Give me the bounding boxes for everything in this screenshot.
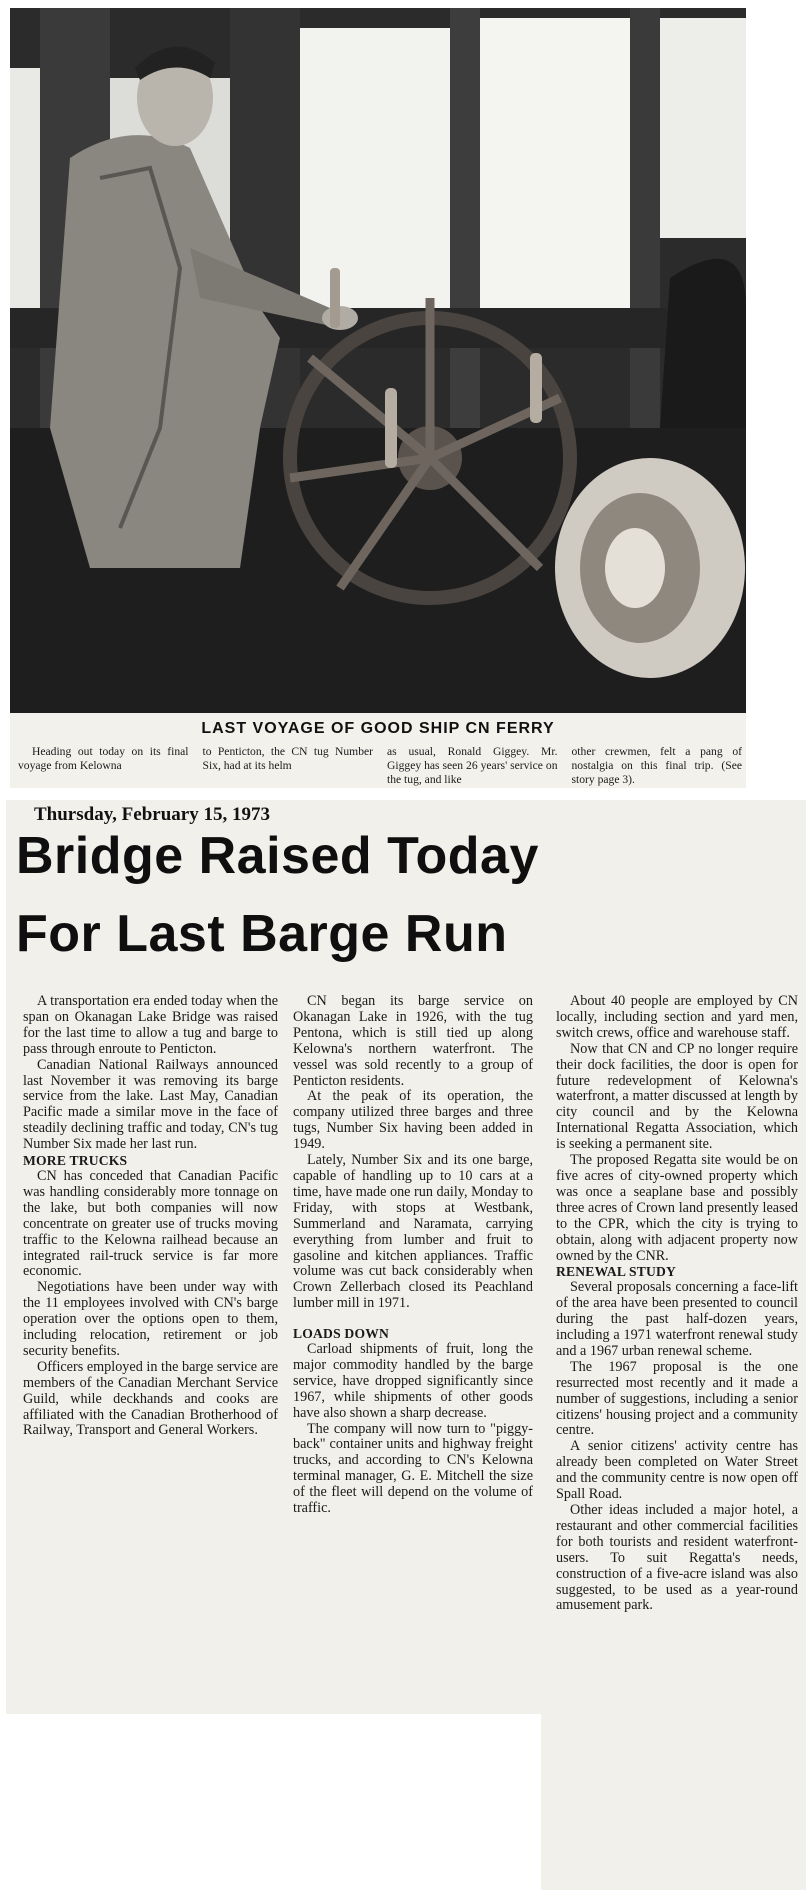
article-column-1 xyxy=(23,994,278,1439)
paragraph: Other ideas included a major hotel, a restaurant and other commercial facilities for both tourists and resident waterfront-users. To suit Regatta's needs, construction of a five-acre island was also suggested, to be used as a year-round amusement park. xyxy=(556,1502,798,1614)
paragraph: The 1967 proposal is the one resurrected most recently and it made a number of suggestions, including a senior citizens' housing project and a community centre. xyxy=(556,1358,798,1439)
paragraph: Canadian National Railways announced last November it was removing its barge service from the lake. Last May, Canadian Pacific made a similar move in the face of steadily declining traffic and today, CN's tug Number Six made her last run. xyxy=(23,1056,278,1153)
photo-caption-title: LAST VOYAGE OF GOOD SHIP CN FERRY xyxy=(201,720,555,737)
caption-column-3: as usual, Ronald Giggey. Mr. Giggey has seen 26 years' service on the tug, and like xyxy=(387,745,558,786)
caption-column-4: other crewmen, felt a pang of nostalgia on this final trip. (See story page 3). xyxy=(571,745,742,786)
paragraph: Carload shipments of fruit, long the major commodity handled by the barge service, have dropped significantly since 1967, while shipments of other goods have also shown a sharp decrease. xyxy=(293,1341,533,1421)
paragraph: A transportation era ended today when the span on Okanagan Lake Bridge was raised for the last time to allow a tug and barge to pass through enroute to Penticton. xyxy=(23,993,278,1057)
article-column-2 xyxy=(293,994,533,1517)
caption-column-2: to Penticton, the CN tug Number Six, had at its helm xyxy=(202,745,373,772)
paragraph: The proposed Regatta site would be on five acres of city-owned property which was once a seaplane base and possibly three acres of Crown land presently leased to the CPR, which the city is trying to obtain, along with adjacent property now owned by the CNR. xyxy=(556,1152,798,1264)
photo-clipping xyxy=(10,8,746,788)
paragraph: About 40 people are employed by CN locally, including section and yard men, switch crews, office and warehouse staff. xyxy=(556,993,798,1041)
article-clipping xyxy=(6,800,806,1890)
photo-illustration xyxy=(10,8,746,713)
article-column-3 xyxy=(556,994,798,1614)
paragraph: Now that CN and CP no longer require their dock facilities, the door is open for future redevelopment of Kelowna's waterfront, a matter discussed at length by city council and by the Kelowna International Regatta Association, which is seeking a permanent site. xyxy=(556,1040,798,1153)
photo-caption-text xyxy=(18,745,742,787)
clipping-paper-extension xyxy=(541,1714,806,1890)
paragraph: At the peak of its operation, the company utilized three barges and three tugs, Number Six having been added in 1949. xyxy=(293,1088,533,1153)
paragraph: CN has conceded that Canadian Pacific was handling considerably more tonnage on the lake, but both companies will now concentrate on greater use of trucks moving traffic to the Kelowna railhead because an integrated rail-truck service is far more economic. xyxy=(23,1167,278,1280)
caption-column-1: Heading out today on its final voyage from Kelowna xyxy=(18,745,189,772)
paragraph: Officers employed in the barge service are members of the Canadian Merchant Service Guild, while deckhands and cooks are affiliated with the Canadian Brotherhood of Railway, Transport and General Workers. xyxy=(23,1358,278,1439)
paragraph: A senior citizens' activity centre has already been completed on Water Street and the community centre is now open off Spall Road. xyxy=(556,1438,798,1503)
paragraph: Several proposals concerning a face-lift of the area have been presented to council during the past half-dozen years, including a 1971 waterfront renewal study and a 1967 urban renewal scheme. xyxy=(556,1279,798,1359)
news-photo-tug-helmsman xyxy=(10,8,746,713)
headline-line-1: Bridge Raised Today xyxy=(16,827,539,885)
paragraph: The company will now turn to "piggy-back" container units and highway freight trucks, and according to CN's Kelowna terminal manager, G. E. Mitchell the size of the fleet will depend on the volume of traffic. xyxy=(293,1420,533,1517)
headline-line-2: For Last Barge Run xyxy=(16,905,508,963)
subheading-more-trucks: MORE TRUCKS xyxy=(23,1153,128,1169)
paragraph: CN began its barge service on Okanagan Lake in 1926, with the tug Pentona, which is still tied up along Kelowna's northern waterfront. The vessel was sold recently to a group of Penticton residents. xyxy=(293,993,533,1089)
subheading-renewal-study: RENEWAL STUDY xyxy=(556,1264,677,1280)
paragraph: Lately, Number Six and its one barge, capable of handling up to 10 cars at a time, have made one run daily, Monday to Friday, with stops at Westbank, Summerland and Naramata, carrying everything from lumber and fruit to gasoline and kitchen appliances. Traffic volume was cut back considerably when Crown Zellerbach closed its Peachland lumber mill in 1971. xyxy=(293,1152,533,1312)
paragraph: Negotiations have been under way with the 11 employees involved with CN's barge operation over the options open to them, including relocation, retirement or job security benefits. xyxy=(23,1279,278,1359)
subheading-loads-down: LOADS DOWN xyxy=(293,1326,390,1342)
dateline: Thursday, February 15, 1973 xyxy=(34,804,270,825)
